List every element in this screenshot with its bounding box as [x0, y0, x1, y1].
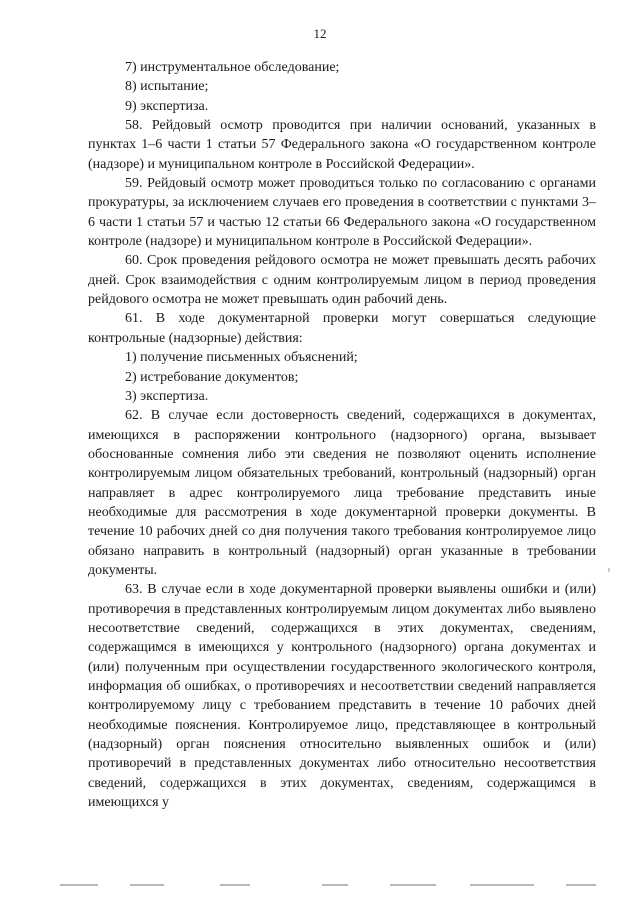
list-item: 9) экспертиза.: [125, 98, 209, 114]
document-body: [88, 58, 596, 812]
paragraph-63: 63. В случае если в ходе документарной проверки выявлены ошибки и (или) противоречия в представленных контролируемым лицом документах либо выявлено несоответствие сведений, содержащихся в этих документах, сведениям, содержащимся в имеющихся у контрольного (надзорного) органа документах и (или) полученным при осуществлении государственного экологического контроля, информация об ошибках, о противоречиях и несоответствии сведений направляется контролируемому лицу с требованием представить в течение 10 рабочих дней необходимые пояснения. Контролируемое лицо, представляющее в контрольный (надзорный) орган пояснения относительно выявленных ошибок и (или) противоречий в представленных документах либо относительно несоответствия сведений, содержащихся в этих документах, сведениям, содержащимся в имеющихся у: [88, 582, 596, 811]
paragraph-62: 62. В случае если достоверность сведений, содержащихся в документах, имеющихся в распоряжении контрольного (надзорного) органа, вызывает обоснованные сомнения либо эти сведения не позволяют оценить исполнение контролируемым лицом обязательных требований, контрольный (надзорный) орган направляет в адрес контролируемого лица требование представить иные необходимые для рассмотрения в ходе документарной проверки документы. В течение 10 рабочих дней со дня получения такого требования контролируемое лицо обязано направить в контрольный (надзорный) орган указанные в требовании документы.: [88, 408, 596, 578]
list-item: 8) испытание;: [125, 79, 209, 95]
paragraph-58: 58. Рейдовый осмотр проводится при наличии оснований, указанных в пунктах 1–6 части 1 статьи 57 Федерального закона «О государственном контроле (надзоре) и муниципальном контроле в Российской Федерации».: [88, 118, 596, 172]
paragraph-59: 59. Рейдовый осмотр может проводиться только по согласованию с органами прокуратуры, за исключением случаев его проведения в соответствии с пунктами 3–6 части 1 статьи 57 и частью 12 статьи 66 Федерального закона «О государственном контроле (надзоре) и муниципальном контроле в Российской Федерации».: [88, 176, 596, 250]
paragraph-61: 61. В ходе документарной проверки могут совершаться следующие контрольные (надзорные) действия:: [88, 311, 596, 346]
list-item: 1) получение письменных объяснений;: [125, 350, 358, 366]
scan-artifact: [60, 884, 600, 888]
page-number: 12: [313, 26, 327, 41]
list-item: 3) экспертиза.: [125, 388, 209, 404]
paragraph-60: 60. Срок проведения рейдового осмотра не может превышать десять рабочих дней. Срок взаимодействия с одним контролируемым лицом в период проведения рейдового осмотра не может превышать один рабочий день.: [88, 253, 596, 308]
list-item: 7) инструментальное обследование;: [125, 60, 340, 75]
scan-artifact: [608, 568, 610, 572]
list-item: 2) истребование документов;: [125, 369, 299, 385]
